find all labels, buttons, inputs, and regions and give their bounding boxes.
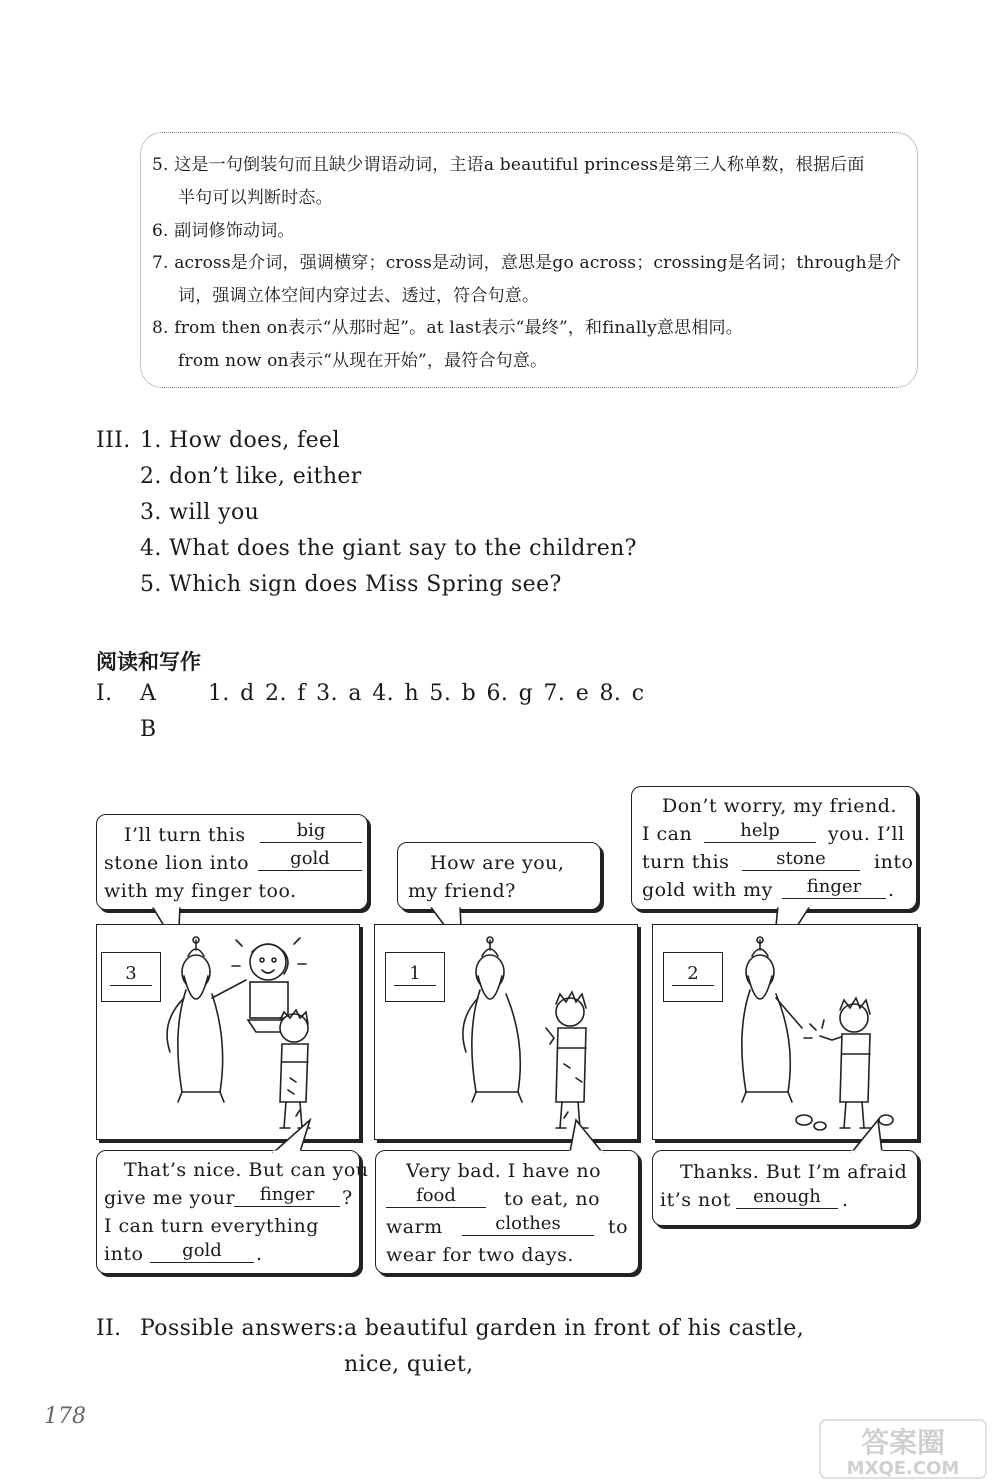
bubble-bottom-1-blank-2: gold <box>150 1242 254 1263</box>
watermark-logo <box>818 1418 988 1480</box>
bubble-tail-bottom-2 <box>566 1118 612 1154</box>
bubble-bottom-3-line-1: Thanks. But I’m afraid <box>680 1161 908 1183</box>
section-2-label: II. <box>96 1316 122 1341</box>
bubble-bottom-2-line-3a: warm <box>386 1216 443 1238</box>
bubble-bottom-1-line-2a: give me your <box>104 1187 236 1209</box>
note-5-line-2: 半句可以判断时态。 <box>178 188 333 208</box>
bubble-top-3-line-2a: I can <box>642 823 693 845</box>
bubble-top-3-line-3b: into <box>874 851 914 873</box>
note-6: 6. 副词修饰动词。 <box>152 221 295 241</box>
bubble-bottom-1-line-4b: . <box>256 1243 263 1265</box>
bubble-bottom-3-line-2a: it’s not <box>660 1189 731 1211</box>
note-7-line-2: 词，强调立体空间内穿过去、透过，符合句意。 <box>178 286 540 306</box>
reading-writing-heading: 阅读和写作 <box>96 650 201 674</box>
section-2-prefix: Possible answers: <box>140 1316 345 1341</box>
panel-middle-number-box <box>385 952 445 1002</box>
bubble-bottom-1-blank-1: finger <box>234 1186 340 1207</box>
reading-1-a-answers: 1. d 2. f 3. a 4. h 5. b 6. g 7. e 8. c <box>208 681 645 706</box>
bubble-tail-bottom-1 <box>270 1118 316 1154</box>
bubble-top-3-blank-2: stone <box>742 850 860 871</box>
bubble-top-1-blank-1: big <box>260 822 362 843</box>
note-5-line-1: 5. 这是一句倒装句而且缺少谓语动词，主语a beautiful princess是第三人称单数，根据后面 <box>152 155 865 175</box>
bubble-top-1-line-2: stone lion into <box>104 852 250 874</box>
bubble-top-2-line-1: How are you, <box>430 852 565 874</box>
bubble-bottom-1-line-3: I can turn everything <box>104 1215 319 1237</box>
bubble-bottom-1-line-2b: ? <box>342 1187 353 1209</box>
bubble-top-3-blank-3: finger <box>782 878 886 899</box>
section-3-item-1: 1. How does, feel <box>140 428 340 453</box>
bubble-bottom-2-line-1: Very bad. I have no <box>406 1160 602 1182</box>
old-man-giving-lion-illustration <box>150 932 350 1136</box>
section-2-line-1: a beautiful garden in front of his castle, <box>344 1316 805 1341</box>
bubble-top-1-line-3: with my finger too. <box>104 880 297 902</box>
bubble-bottom-2-line-3b: to <box>608 1216 629 1238</box>
bubble-top-1-line-1: I’ll turn this <box>124 824 246 846</box>
bubble-bottom-2-blank-1: food <box>386 1187 486 1208</box>
bubble-bottom-1-line-4a: into <box>104 1243 144 1265</box>
section-3-item-5: 5. Which sign does Miss Spring see? <box>140 572 562 597</box>
bubble-bottom-1-line-1: That’s nice. But can you <box>124 1159 369 1181</box>
watermark-bottom-text: MXQE.COM <box>846 1458 960 1479</box>
bubble-tail-bottom-3 <box>848 1118 894 1154</box>
bubble-top-1-blank-2: gold <box>258 850 362 871</box>
note-7-line-1: 7. across是介词，强调横穿；cross是动词，意思是go across；crossing是名词；through是介 <box>152 253 902 273</box>
watermark-top-text: 答案圈 <box>860 1426 946 1459</box>
note-8-line-1: 8. from then on表示“从那时起”。at last表示“最终”，和finally意思相同。 <box>152 318 743 338</box>
section-3-item-2: 2. don’t like, either <box>140 464 362 489</box>
panel-right-number-box <box>663 952 723 1002</box>
bubble-top-3-blank-1: help <box>704 822 816 843</box>
bubble-top-3-line-4a: gold with my <box>642 879 773 901</box>
bubble-top-3-line-1: Don’t worry, my friend. <box>662 795 897 817</box>
section-3-item-3: 3. will you <box>140 500 260 525</box>
bubble-top-3-line-2b: you. I’ll <box>828 823 905 845</box>
old-man-meets-boy-illustration <box>450 932 630 1136</box>
bubble-bottom-2-line-4: wear for two days. <box>386 1244 574 1266</box>
reading-1-a-label: A <box>140 681 157 706</box>
panel-left-number: 3 <box>110 965 152 986</box>
bubble-bottom-2-blank-2: clothes <box>462 1215 594 1236</box>
section-3-item-4: 4. What does the giant say to the children? <box>140 536 637 561</box>
bubble-top-2-line-2: my friend? <box>408 880 516 902</box>
bubble-bottom-3-line-2b: . <box>842 1189 849 1211</box>
old-man-points-gold-illustration <box>720 932 910 1136</box>
bubble-bottom-3-blank-1: enough <box>736 1188 838 1209</box>
section-3-label: III. <box>96 428 131 453</box>
section-2-line-2: nice, quiet, <box>344 1352 474 1377</box>
bubble-bottom-2-line-2: to eat, no <box>504 1188 601 1210</box>
bubble-top-3-line-4b: . <box>888 879 895 901</box>
bubble-top-3-line-3a: turn this <box>642 851 730 873</box>
reading-1-label: I. <box>96 681 113 706</box>
panel-middle-number: 1 <box>394 965 436 986</box>
note-8-line-2: from now on表示“从现在开始”，最符合句意。 <box>178 351 548 371</box>
reading-1-b-label: B <box>140 717 157 742</box>
page-number: 178 <box>44 1404 86 1429</box>
panel-right-number: 2 <box>672 965 714 986</box>
